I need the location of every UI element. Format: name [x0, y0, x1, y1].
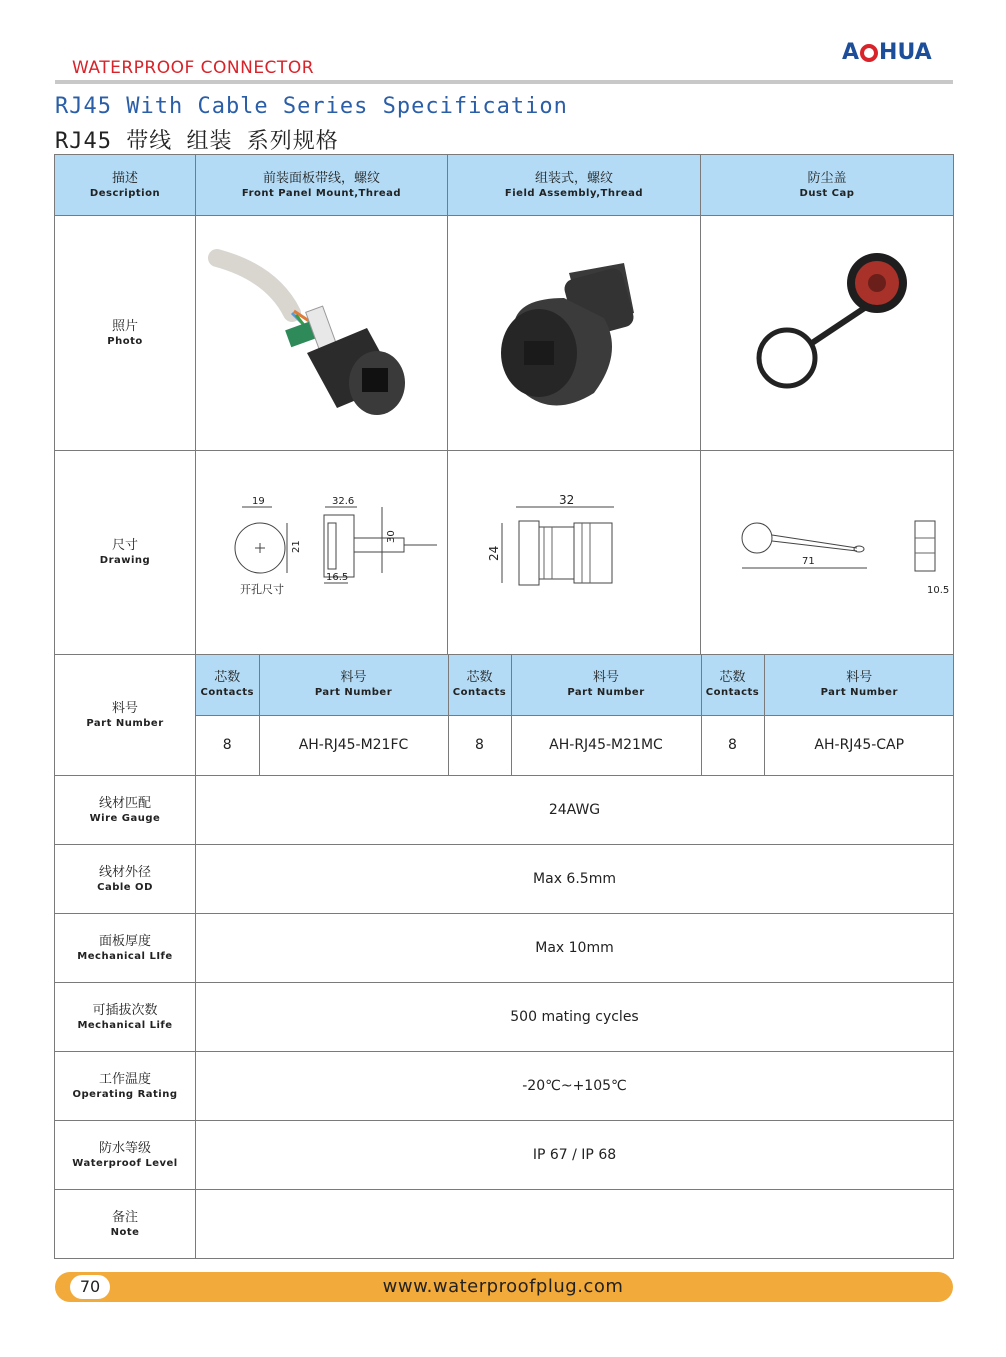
contacts-value-3: 8	[701, 715, 764, 775]
svg-text:16.5: 16.5	[325, 571, 348, 583]
svg-text:30: 30	[385, 529, 397, 543]
row-label-wire-gauge: 线材匹配 Wire Gauge	[55, 776, 196, 845]
operating-temp-value: -20℃~+105℃	[196, 1052, 954, 1121]
drawing-front-panel	[196, 451, 448, 655]
row-label-mating-cycles: 可插拔次数 Mechanical Life	[55, 983, 196, 1052]
drawing-dust-cap	[701, 451, 954, 655]
contacts-value-1: 8	[222, 737, 232, 754]
cable-od-row	[55, 845, 954, 914]
logo-ring-icon	[860, 44, 878, 62]
part-value-2: AH-RJ45-M21MC	[511, 715, 701, 775]
header-rule	[55, 80, 953, 84]
part-value-3: AH-RJ45-CAP	[764, 715, 954, 775]
header-field-assembly: 组装式，螺纹 Field Assembly,Thread	[448, 155, 701, 216]
contacts-header-3: 芯数 Contacts	[701, 655, 764, 715]
part-header-3: 料号 Part Number	[764, 655, 954, 715]
part-header-1: 料号 Part Number	[259, 655, 448, 715]
part-number-grid	[196, 655, 954, 776]
photo-row	[55, 216, 954, 451]
photo-front-panel	[196, 216, 448, 451]
drawing-row	[55, 451, 954, 655]
section-title: WATERPROOF CONNECTOR	[72, 58, 315, 78]
waterproof-level-value: IP 67 / IP 68	[196, 1121, 954, 1190]
note-row	[55, 1190, 954, 1259]
svg-text:10.5: 10.5	[927, 584, 950, 596]
svg-text:开孔尺寸: 开孔尺寸	[239, 582, 284, 596]
contacts-header-1: 芯数 Contacts	[196, 655, 259, 715]
spec-table	[54, 154, 954, 1259]
waterproof-level-row	[55, 1121, 954, 1190]
header-dust-cap: 防尘盖 Dust Cap	[701, 155, 954, 216]
mating-cycles-row	[55, 983, 954, 1052]
part-number-inner	[196, 655, 954, 775]
row-label-part-number: 料号 Part Number	[55, 655, 196, 776]
row-label-cable-od: 线材外径 Cable OD	[55, 845, 196, 914]
part-value-1: AH-RJ45-M21FC	[259, 715, 448, 775]
row-label-drawing: 尺寸 Drawing	[55, 451, 196, 655]
row-label-note: 备注 Note	[55, 1190, 196, 1259]
mating-cycles-value: 500 mating cycles	[196, 983, 954, 1052]
part-header-2: 料号 Part Number	[511, 655, 701, 715]
drawing-field-assembly	[448, 451, 701, 655]
svg-text:19: 19	[251, 495, 265, 507]
table-header-row	[55, 155, 954, 216]
note-value	[196, 1190, 954, 1259]
cable-od-value: Max 6.5mm	[196, 845, 954, 914]
panel-thickness-row	[55, 914, 954, 983]
row-label-operating-temp: 工作温度 Operating Rating	[55, 1052, 196, 1121]
part-number-row	[55, 655, 954, 776]
contacts-value-2: 8	[448, 715, 511, 775]
operating-temp-row	[55, 1052, 954, 1121]
wire-gauge-value: 24AWG	[196, 776, 954, 845]
svg-text:32: 32	[559, 492, 575, 507]
svg-text:71: 71	[802, 555, 815, 567]
header-description: 描述 Description	[55, 155, 196, 216]
page-title-cn: RJ45 带线 组装 系列规格	[55, 129, 339, 154]
page-number: 70	[70, 1275, 110, 1299]
photo-dust-cap	[701, 216, 954, 451]
header-front-panel: 前装面板带线，螺纹 Front Panel Mount,Thread	[196, 155, 448, 216]
contacts-header-2: 芯数 Contacts	[448, 655, 511, 715]
svg-text:21: 21	[290, 539, 302, 553]
row-label-panel-thickness: 面板厚度 Mechanical LIfe	[55, 914, 196, 983]
svg-text:32.6: 32.6	[331, 495, 354, 507]
wire-gauge-row	[55, 776, 954, 845]
photo-field-assembly	[448, 216, 701, 451]
panel-thickness-value: Max 10mm	[196, 914, 954, 983]
footer-url[interactable]: www.waterproofplug.com	[382, 1276, 624, 1297]
svg-text:24: 24	[487, 545, 501, 561]
page-title-en: RJ45 With Cable Series Specification	[55, 94, 568, 119]
brand-logo: A HUA	[842, 40, 932, 65]
row-label-photo: 照片 Photo	[55, 216, 196, 451]
row-label-waterproof-level: 防水等级 Waterproof Level	[55, 1121, 196, 1190]
